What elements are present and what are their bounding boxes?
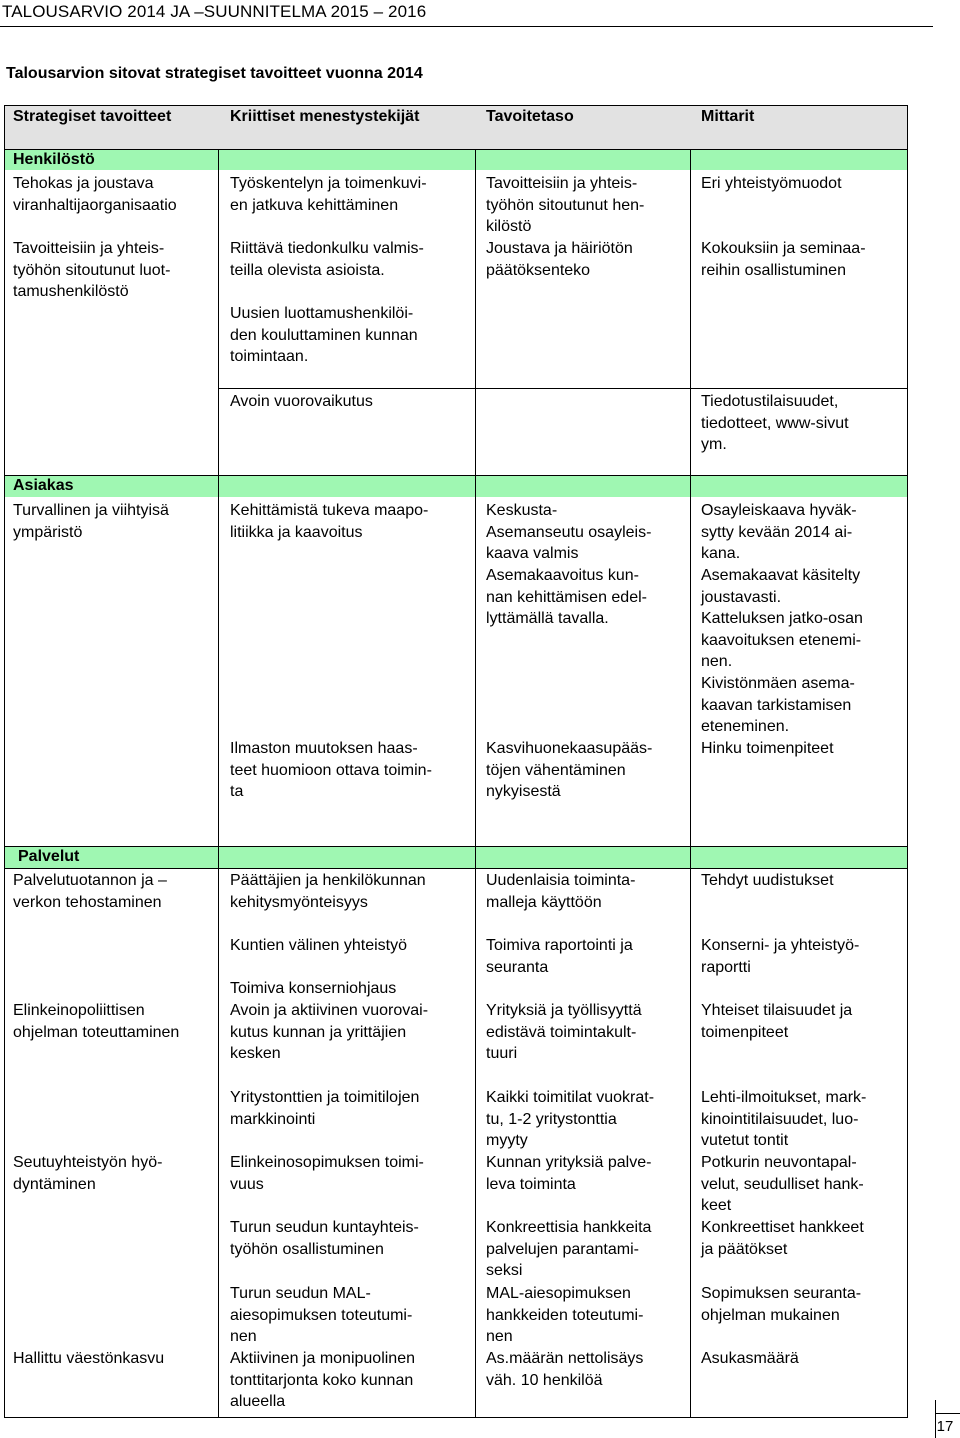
target-level: Joustava ja häiriötön päätöksenteko: [486, 240, 633, 279]
indicator: Eri yhteistyömuodot: [701, 175, 842, 192]
column-separator-3: [690, 149, 691, 1418]
success-factor: Uusien luottamushenkilöi- den kouluttaminen kunnan toimintaan.: [230, 305, 418, 365]
section-band-asiakas: [4, 475, 908, 497]
success-factor: Päättäjien ja henkilökunnan kehitysmyönteisyys: [230, 872, 426, 911]
section-separator: [4, 846, 908, 847]
indicator: Lehti-ilmoitukset, mark- kinointitilaisuudet, luo- vutetut tontit: [701, 1089, 867, 1149]
success-factor: Avoin ja aktiivinen vuorovai- kutus kunnan ja yrittäjien kesken: [230, 1002, 429, 1062]
success-factor: Aktiivinen ja monipuolinen tonttitarjonta koko kunnan alueella: [230, 1350, 415, 1410]
strategic-goal: Tehokas ja joustava viranhaltijaorganisaatio: [13, 175, 177, 214]
strategic-goal: Hallittu väestönkasvu: [13, 1350, 165, 1367]
column-header-target-level: Tavoitetaso: [486, 108, 574, 125]
strategic-goal: Elinkeinopoliittisen ohjelman toteuttaminen: [13, 1002, 180, 1041]
indicator: Tehdyt uudistukset: [701, 872, 834, 889]
target-level: Kaikki toimitilat vuokrat- tu, 1-2 yritystonttia myyty: [486, 1089, 655, 1149]
section-band-henkilosto: [4, 149, 908, 170]
table-border-top: [4, 105, 908, 106]
success-factor: Elinkeinosopimuksen toimi- vuus: [230, 1154, 424, 1193]
indicator: Kivistönmäen asema- kaavan tarkistamisen eteneminen.: [701, 675, 855, 735]
page-number: 17: [936, 1418, 954, 1435]
target-level: Tavoitteisiin ja yhteis- työhön sitoutunut hen- kilöstö: [486, 175, 645, 235]
target-level: Uudenlaisia toiminta- malleja käyttöön: [486, 872, 636, 911]
target-level: MAL-aiesopimuksen hankkeiden toteutumi- nen: [486, 1285, 644, 1345]
row-separator: [218, 388, 908, 389]
column-header-critical-success-factors: Kriittiset menestystekijät: [230, 108, 420, 125]
table-border-bottom: [4, 1417, 908, 1418]
strategic-goal: Seutuyhteistyön hyö- dyntäminen: [13, 1154, 163, 1193]
strategy-table: [4, 105, 908, 1418]
column-header-indicators: Mittarit: [701, 108, 755, 125]
indicator: Sopimuksen seuranta- ohjelman mukainen: [701, 1285, 862, 1324]
success-factor: Ilmaston muutoksen haas- teet huomioon ottava toimin- ta: [230, 740, 432, 800]
success-factor: Avoin vuorovaikutus: [230, 393, 373, 410]
section-title-henkilosto: Henkilöstö: [13, 151, 95, 168]
success-factor: Turun seudun MAL- aiesopimuksen toteutumi- nen: [230, 1285, 413, 1345]
running-header: [0, 0, 933, 27]
success-factor: Yritystonttien ja toimitilojen markkinointi: [230, 1089, 420, 1128]
table-border-right: [907, 105, 908, 1418]
page-number-rule: [935, 1413, 960, 1414]
indicator: Yhteiset tilaisuudet ja toimenpiteet: [701, 1002, 853, 1041]
target-level: Keskusta- Asemanseutu osayleis- kaava valmis: [486, 502, 652, 562]
strategic-goal: Turvallinen ja viihtyisä ympäristö: [13, 502, 169, 541]
strategic-goal: Palvelutuotannon ja – verkon tehostaminen: [13, 872, 167, 911]
indicator: Katteluksen jatko-osan kaavoituksen etenemi- nen.: [701, 610, 863, 670]
success-factor: Riittävä tiedonkulku valmis- teilla olevista asioista.: [230, 240, 424, 279]
success-factor: Työskentelyn ja toimenkuvi- en jatkuva kehittäminen: [230, 175, 427, 214]
section-separator: [4, 475, 908, 476]
section-band-palvelut: [4, 846, 908, 868]
indicator: Kokouksiin ja seminaa- reihin osallistuminen: [701, 240, 866, 279]
column-separator-1: [218, 149, 219, 1418]
success-factor: Kuntien välinen yhteistyö: [230, 937, 407, 954]
target-level: Yrityksiä ja työllisyyttä edistävä toimintakult- tuuri: [486, 1002, 642, 1062]
section-title-asiakas: Asiakas: [13, 477, 74, 494]
success-factor: Turun seudun kuntayhteis- työhön osallistuminen: [230, 1219, 419, 1258]
indicator: Potkurin neuvontapal- velut, seudulliset hank- keet: [701, 1154, 864, 1214]
target-level: Toimiva raportointi ja seuranta: [486, 937, 633, 976]
target-level: Kunnan yrityksiä palve- leva toiminta: [486, 1154, 652, 1193]
table-border-left: [4, 105, 5, 1418]
target-level: As.määrän nettolisäys väh. 10 henkilöä: [486, 1350, 644, 1389]
indicator: Hinku toimenpiteet: [701, 740, 834, 757]
indicator: Asukasmäärä: [701, 1350, 799, 1367]
target-level: Kasvihuonekaasupääs- töjen vähentäminen nykyisestä: [486, 740, 653, 800]
target-level: Konkreettisia hankkeita palvelujen parantami- seksi: [486, 1219, 652, 1279]
section-title-palvelut: Palvelut: [18, 848, 80, 865]
indicator: Osayleiskaava hyväk- sytty kevään 2014 ai- kana.: [701, 502, 857, 562]
indicator: Konkreettiset hankkeet ja päätökset: [701, 1219, 864, 1258]
column-header-strategic-goals: Strategiset tavoitteet: [13, 108, 172, 125]
strategic-goal: Tavoitteisiin ja yhteis- työhön sitoutunut luot- tamushenkilöstö: [13, 240, 171, 300]
indicator: Asemakaavat käsitelty joustavasti.: [701, 567, 861, 606]
column-separator-2: [475, 149, 476, 1418]
document-title: Talousarvion sitovat strategiset tavoitteet vuonna 2014: [6, 65, 423, 82]
running-header-title: TALOUSARVIO 2014 JA –SUUNNITELMA 2015 – 2016: [2, 2, 427, 21]
success-factor: Toimiva konserniohjaus: [230, 980, 397, 997]
indicator: Konserni- ja yhteistyö- raportti: [701, 937, 860, 976]
section-band-bottom: [4, 868, 908, 869]
indicator: Tiedotustilaisuudet, tiedotteet, www-sivut ym.: [701, 393, 849, 453]
success-factor: Kehittämistä tukeva maapo- litiikka ja kaavoitus: [230, 502, 429, 541]
header-separator: [4, 149, 908, 150]
target-level: Asemakaavoitus kun- nan kehittämisen edel- lyttämällä tavalla.: [486, 567, 647, 627]
